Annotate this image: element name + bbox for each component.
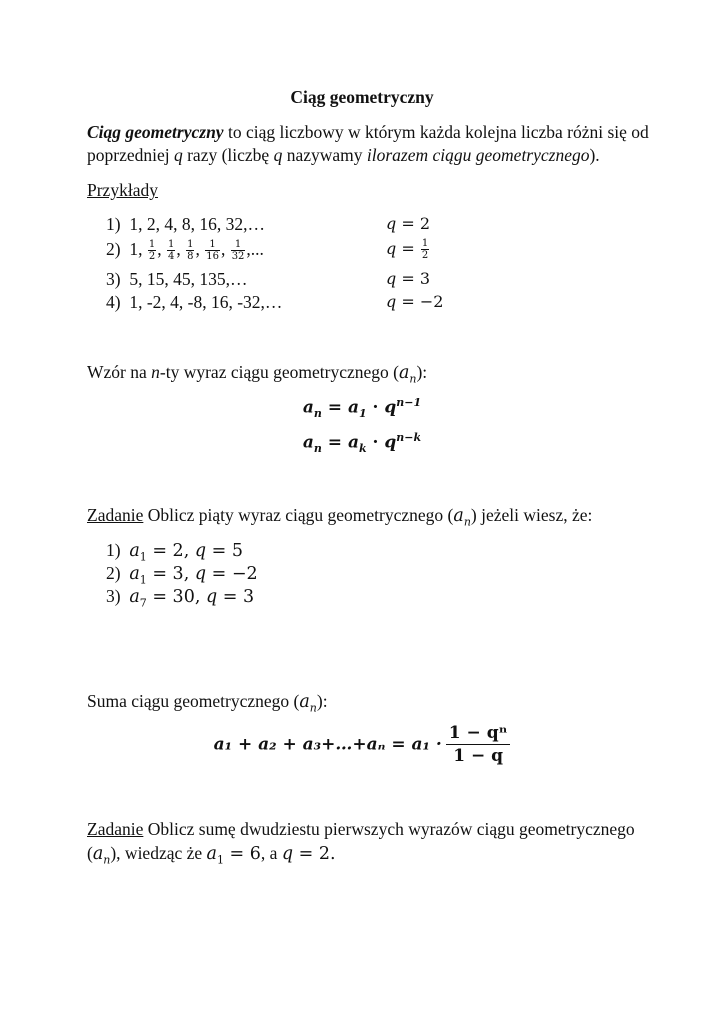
example-num: 2) [106, 239, 121, 259]
example-item-4 [106, 290, 282, 314]
example-q-3 [386, 267, 430, 291]
example-q-label: q = [386, 239, 420, 258]
definition-text-2a: poprzedniej [87, 145, 174, 165]
definition-term-2: ilorazem ciągu geometrycznego [366, 145, 590, 165]
definition-line-2 [87, 143, 600, 167]
sum-formula: a₁ + a₂ + a₃+…+aₙ = a₁ · $\frac{\text{1 − qⁿ}}{1 - q}$ [0, 722, 724, 767]
task-1-item-3: 3) $a_7 = 30$, q = 3 [106, 586, 255, 610]
definition-text-2c: nazywamy [282, 145, 367, 165]
definition-line-1 [87, 120, 649, 144]
fraction: $\frac{1}{2}$ [421, 238, 429, 261]
fraction: $\frac{1}{4}$ [167, 239, 175, 263]
fraction: $\frac{1}{8}$ [187, 239, 194, 263]
example-q-4 [386, 290, 443, 314]
definition-q-2: q [273, 145, 283, 165]
task-1-prompt: Zadanie Oblicz piąty wyraz ciągu geometrycznego $(a_n)$ jeżeli wiesz, że: [87, 505, 593, 529]
example-q-label: q = [386, 214, 420, 233]
task-2-prompt-line-1: Zadanie Oblicz sumę dwudziestu pierwszych wyrazów ciągu geometrycznego [87, 819, 635, 839]
task-1-item-1: 1) $a_1 = 2$, q = 5 [106, 540, 243, 564]
example-q-label: q = [386, 269, 420, 288]
example-q-value: −2 [419, 292, 444, 311]
definition-text-2b: razy (liczbę [182, 145, 274, 165]
example-item-1 [106, 212, 265, 236]
fraction: $\frac{1}{16}$ [206, 239, 219, 263]
fraction: $\frac{1}{32}$ [231, 239, 245, 263]
definition-text-1: to ciąg liczbowy w którym każda kolejna liczba różni się od [223, 122, 649, 142]
example-num: 1) [106, 214, 121, 234]
nth-term-formula-2: $a_n = a_k \cdot q^{n-k}$ [302, 431, 422, 456]
definition-text-2d: ). [589, 145, 600, 165]
example-q-value: 3 [419, 269, 431, 288]
task-1-item-2: 2) $a_1 = 3$, q = −2 [106, 563, 258, 587]
task-2-prompt-line-2: $(a_n)$, wiedząc że $a_1 = 6$, a q = 2. [87, 843, 336, 867]
fraction: $\frac{1}{2}$ [148, 239, 156, 263]
task-label: Zadanie [87, 505, 144, 525]
example-seq: 1, 2, 4, 8, 16, 32,… [129, 214, 265, 234]
example-num: 4) [106, 292, 121, 312]
example-q-1 [386, 212, 430, 236]
example-q-label: q = [386, 292, 420, 311]
nth-term-formula-1: $a_n = a_1 \cdot q^{n-1}$ [302, 396, 422, 421]
page-title: Ciąg geometryczny [290, 87, 434, 107]
example-item-2: 2) 1, $\frac{1}{2}$ , $\frac{1}{4}$ , $\frac{1}{8}$ , $\frac{1}{16}$ , $\frac{1}{32}$ ,... [106, 239, 264, 263]
example-seq-end: ,... [246, 239, 264, 259]
example-seq: 1, -2, 4, -8, 16, -32,… [129, 292, 283, 312]
example-seq: 5, 15, 45, 135,… [129, 269, 248, 289]
example-item-3 [106, 267, 247, 291]
examples-heading: Przykłady [87, 180, 158, 200]
definition-q: q [173, 145, 183, 165]
example-seq-start: 1, [129, 239, 143, 259]
sum-fraction: $\frac{\text{1 − qⁿ}}{1 - q}$ [446, 722, 511, 767]
example-q-2 [386, 237, 430, 261]
sum-intro: Suma ciągu geometrycznego $(a_n)$: [87, 691, 328, 715]
task-label: Zadanie [87, 819, 144, 839]
formula-intro: Wzór na n-ty wyraz ciągu geometrycznego $(a_n)$: [87, 362, 428, 386]
example-num: 3) [106, 269, 121, 289]
definition-term: Ciąg geometryczny [87, 122, 224, 142]
example-q-value: 2 [419, 214, 431, 233]
